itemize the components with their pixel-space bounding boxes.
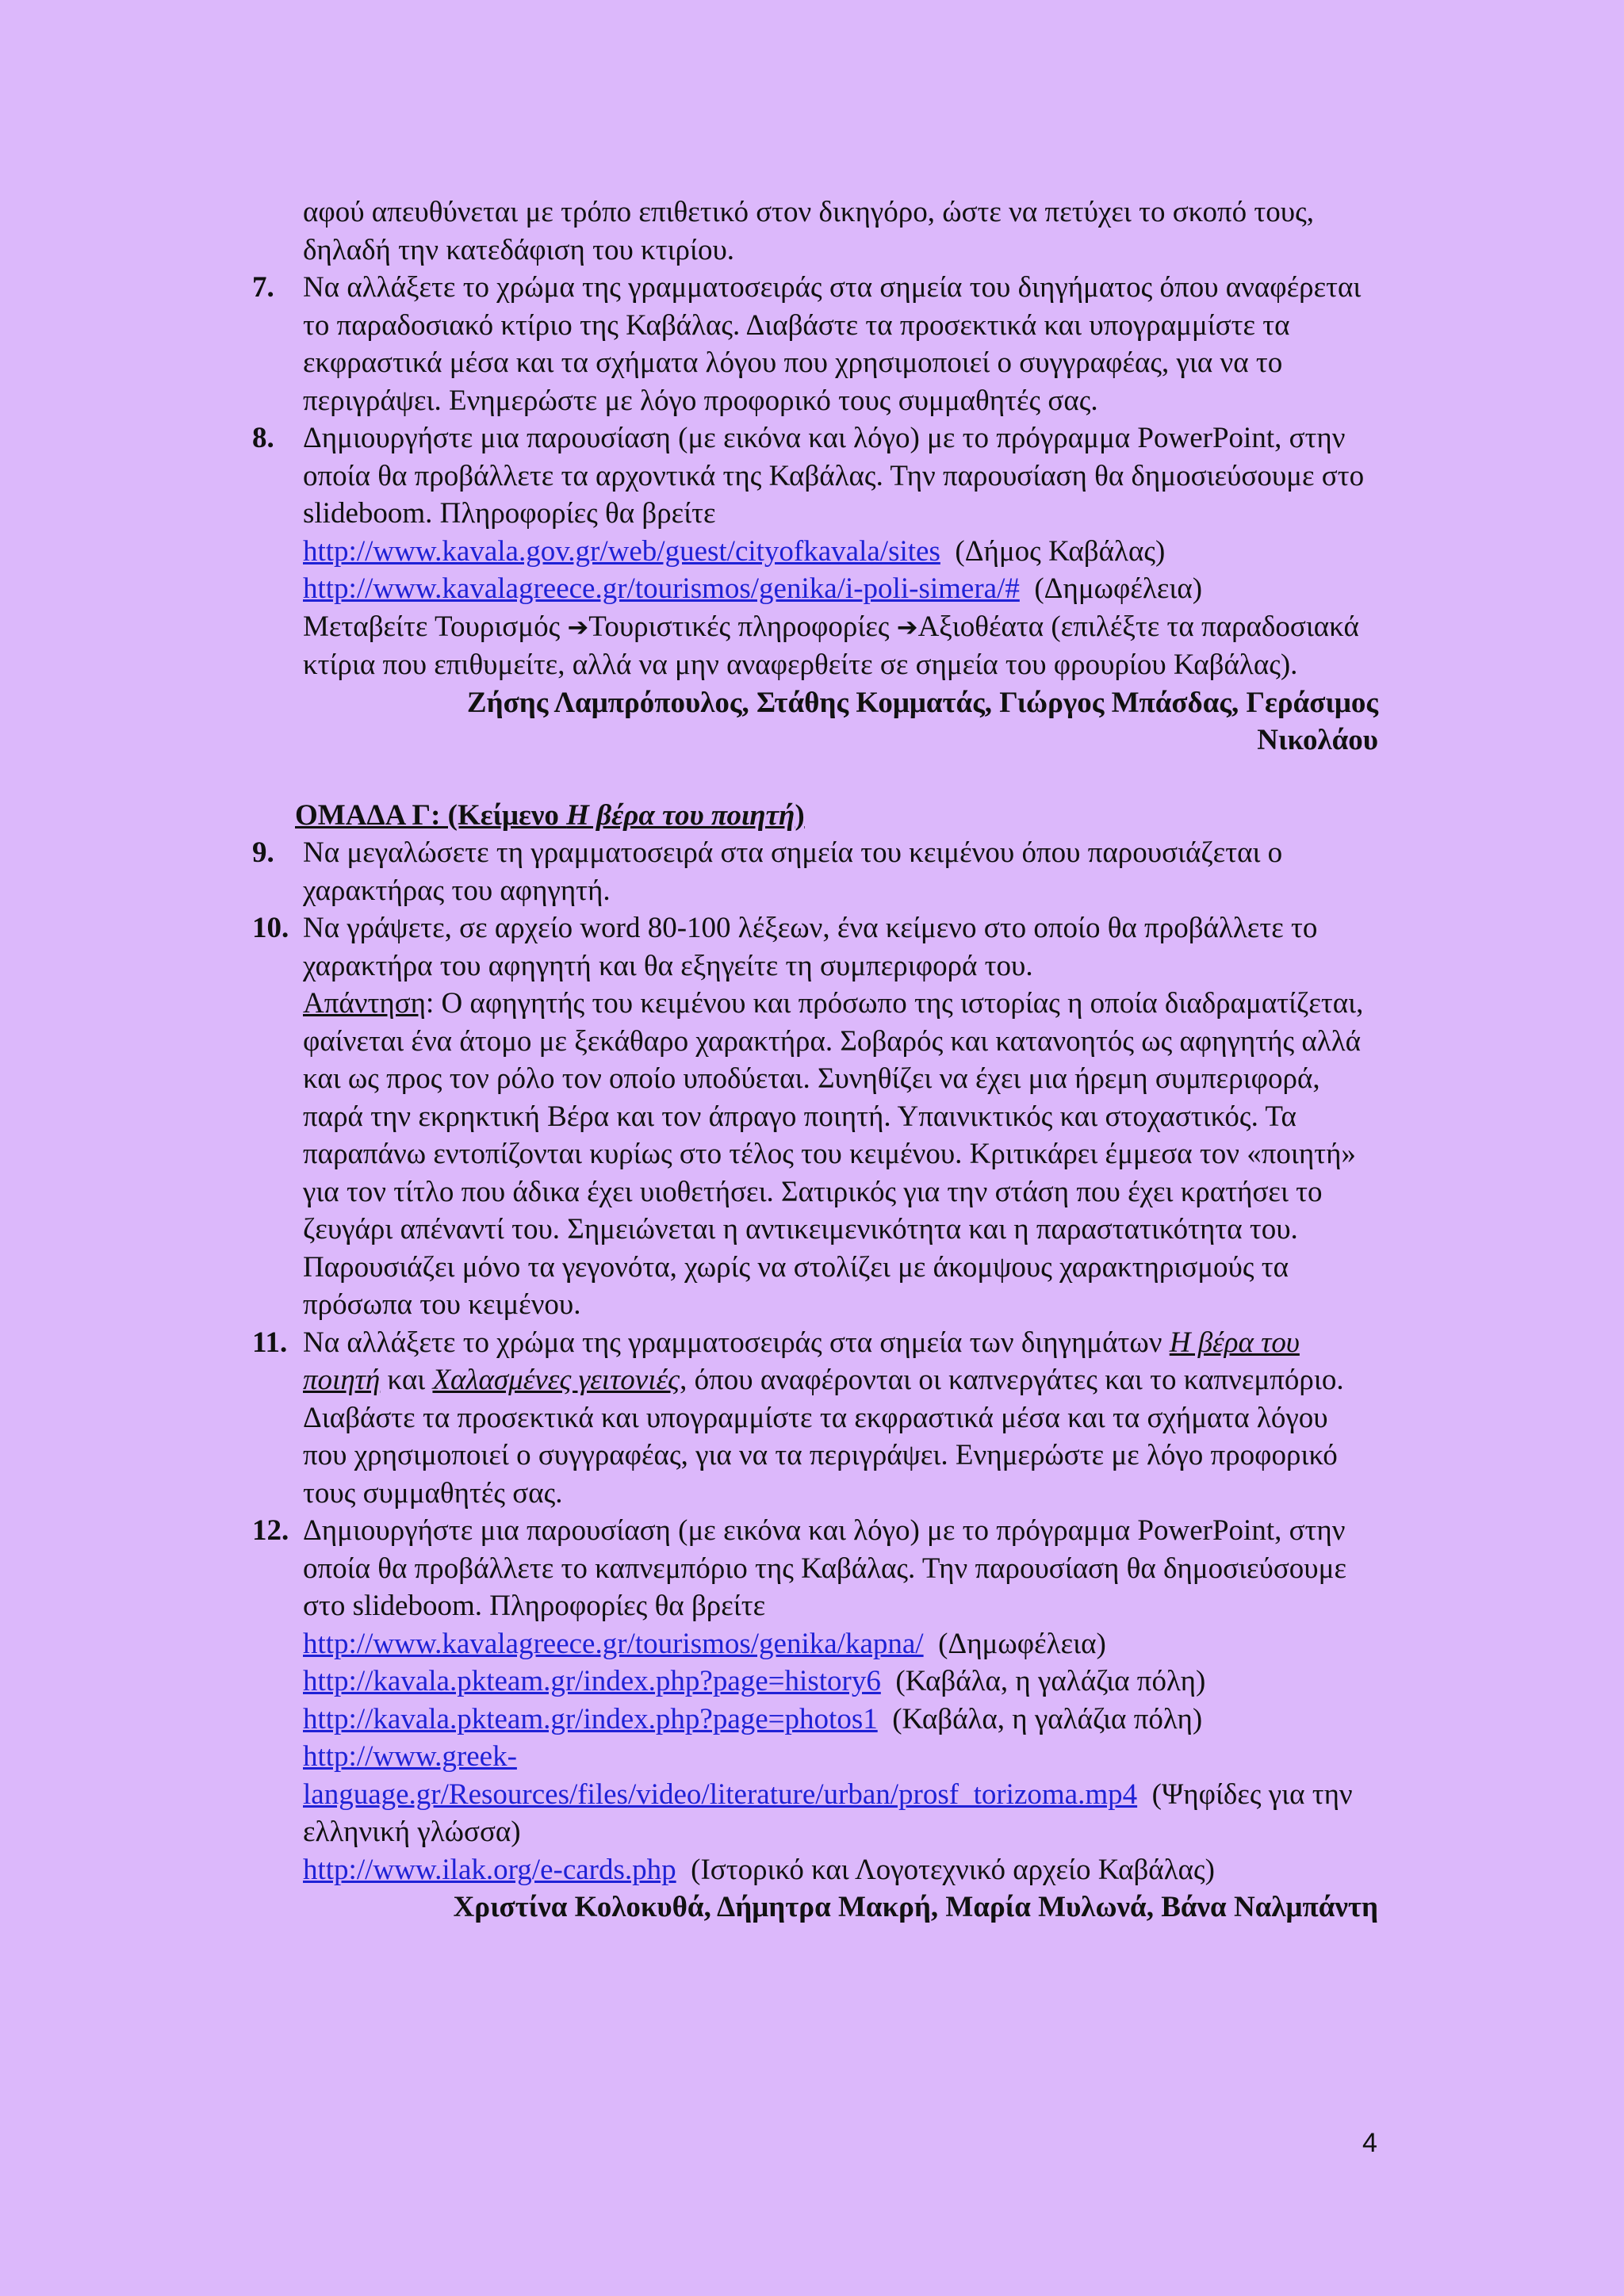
group-heading: ΟΜΑΔΑ Γ: (Κείμενο Η βέρα του ποιητή) — [295, 798, 805, 832]
group-text-title: Η βέρα του ποιητή — [566, 798, 795, 832]
nav-text: Αξιοθέατα (επιλέξτε τα παραδοσιακά κτίρια που επιθυμείτε, αλλά να μην αναφερθείτε σε σημεία του φρουρίου Καβάλας). — [303, 610, 1359, 681]
story-title: Χαλασμένες γειτονιές — [432, 1364, 680, 1396]
list-item-10 — [252, 909, 1378, 1324]
item-number: 10. — [252, 912, 289, 944]
authors-group-c — [252, 1888, 1378, 1927]
answer-text: : Ο αφηγητής του κειμένου και πρόσωπο της ιστορίας η οποία διαδραματίζεται, φαίνεται ένα άτομο με ξεκάθαρο χαρακτήρα. Σοβαρός και κατανοητός ως αφηγητής αλλά και ως προς τον ρόλο τον οποίο υποδύεται. Συνηθίζει να έχει μια ήρεμη συμπεριφορά, παρά την εκρηκτική Βέρα και τον άπραγο ποιητή. Υπαινικτικός και στοχαστικός. Τα παραπάνω εντοπίζονται κυρίως στο τέλος του κειμένου. Κριτικάρει έμμεσα τον «ποιητή» για τον τίτλο που άδικα έχει υιοθετήσει. Σατιρικός για την στάση που έχει κρατήσει το ζευγάρι απέναντί του. Σημειώνεται η αντικειμενικότητα και η παραστατικότητα του. Παρουσιάζει μόνο τα γεγονότα, χωρίς να στολίζει με άκομψους χαρακτηρισμούς τα πρόσωπα του κειμένου. — [303, 987, 1364, 1321]
story-title: Η βέρα του ποιητή — [303, 1326, 1300, 1396]
nav-text: Μεταβείτε Τουρισμός — [303, 610, 561, 643]
link-note: (Δήμος Καβάλας) — [955, 534, 1166, 568]
link-note: (Ψηφίδες για την ελληνική γλώσσα) — [303, 1777, 1353, 1848]
link-pkteam-history[interactable]: http://kavala.pkteam.gr/index.php?page=history6 — [303, 1665, 881, 1697]
item-text: και — [380, 1364, 433, 1396]
authors-line: Νικολάου — [1257, 724, 1378, 756]
spacer — [252, 760, 1378, 797]
arrow-right-icon: ➔ — [567, 611, 589, 642]
link-note: (Ιστορικό και Λογοτεχνικό αρχείο Καβάλας) — [691, 1853, 1215, 1886]
list-item-9 — [252, 834, 1378, 909]
item-text: Να μεγαλώσετε τη γραμματοσειρά στα σημεία του κειμένου όπου παρουσιάζεται ο χαρακτήρας του αφηγητή. — [303, 836, 1283, 907]
link-kavala-gov[interactable]: http://www.kavala.gov.gr/web/guest/cityofkavala/sites — [303, 534, 940, 568]
answer-label: Απάντηση — [303, 987, 427, 1020]
item-number: 8. — [252, 422, 274, 454]
link-note: (Καβάλα, η γαλάζια πόλη) — [892, 1702, 1203, 1735]
link-kavalagreece-poli[interactable]: http://www.kavalagreece.gr/tourismos/genika/i-poli-simera/# — [303, 572, 1020, 605]
page-number: 4 — [1362, 2128, 1377, 2158]
item-text: Να γράψετε, σε αρχείο word 80-100 λέξεων, ένα κείμενο στο οποίο θα προβάλλετε το χαρακτήρα του αφηγητή και θα εξηγείτε τη συμπεριφορά του. — [303, 912, 1318, 982]
link-ilak[interactable]: http://www.ilak.org/e-cards.php — [303, 1853, 676, 1886]
item-text: Δημιουργήστε μια παρουσίαση (με εικόνα και λόγο) με το πρόγραμμα PowerPoint, στην οποία θα προβάλλετε τα αρχοντικά της Καβάλας. Την παρουσίαση θα δημοσιεύσουμε στο slideboom. Πληροφορίες θα βρείτε — [303, 422, 1365, 530]
item-number: 11. — [252, 1326, 288, 1359]
authors-line: Χριστίνα Κολοκυθά, Δήμητρα Μακρή, Μαρία Μυλωνά, Βάνα Ναλμπάντη — [453, 1891, 1378, 1923]
arrow-right-icon: ➔ — [896, 611, 918, 642]
item-number: 12. — [252, 1514, 289, 1547]
list-item-7 — [252, 269, 1378, 419]
item-number: 9. — [252, 836, 274, 869]
list-item-8 — [252, 419, 1378, 684]
link-greek-language[interactable]: http://www.greek- language.gr/Resources/files/video/literature/urban/prosf_torizoma.mp4 — [303, 1740, 1138, 1811]
document-body — [252, 193, 1378, 1927]
item-number: 7. — [252, 271, 274, 304]
link-pkteam-photos[interactable]: http://kavala.pkteam.gr/index.php?page=photos1 — [303, 1702, 878, 1735]
list-item-12 — [252, 1512, 1378, 1888]
item-text: Δημιουργήστε μια παρουσίαση (με εικόνα και λόγο) με το πρόγραμμα PowerPoint, στην οποία θα προβάλλετε το καπνεμπόριο της Καβάλας. Την παρουσίαση θα δημοσιεύσουμε στο slideboom. Πληροφορίες θα βρείτε — [303, 1514, 1346, 1622]
item-text: Να αλλάξετε το χρώμα της γραμματοσειράς στα σημεία του διηγήματος όπου αναφέρεται το παραδοσιακό κτίριο της Καβάλας. Διαβάστε τα προσεκτικά και υπογραμμίστε τα εκφραστικά μέσα και τα σχήματα λόγου που χρησιμοποιεί ο συγγραφέας, για να το περιγράψει. Ενημερώστε με λόγο προφορικό τους συμμαθητές σας. — [303, 271, 1362, 417]
authors-line: Ζήσης Λαμπρόπουλος, Στάθης Κομματάς, Γιώργος Μπάσδας, Γεράσιμος — [466, 686, 1378, 719]
item-text: , όπου αναφέρονται οι καπνεργάτες και το καπνεμπόριο. Διαβάστε τα προσεκτικά και υπογραμμίστε τα εκφραστικά μέσα και τα σχήματα λόγου που χρησιμοποιεί ο συγγραφέας, για να τα περιγράψει. Ενημερώστε με λόγο προφορικό τους συμμαθητές σας. — [303, 1364, 1344, 1510]
link-kavalagreece-kapna[interactable]: http://www.kavalagreece.gr/tourismos/genika/kapna/ — [303, 1627, 924, 1660]
link-note: (Καβάλα, η γαλάζια πόλη) — [895, 1665, 1206, 1697]
authors-group-b — [252, 684, 1378, 760]
link-note: (Δημωφέλεια) — [1034, 572, 1203, 605]
list-item-11 — [252, 1324, 1378, 1513]
item-text: Να αλλάξετε το χρώμα της γραμματοσειράς στα σημεία των διηγημάτων — [303, 1326, 1170, 1359]
continuation-paragraph: αφού απευθύνεται με τρόπο επιθετικό στον δικηγόρο, ώστε να πετύχει το σκοπό τους, δηλαδή την κατεδάφιση του κτιρίου. — [303, 196, 1315, 266]
link-note: (Δημωφέλεια) — [938, 1627, 1106, 1660]
nav-text: Τουριστικές πληροφορίες — [588, 610, 890, 643]
